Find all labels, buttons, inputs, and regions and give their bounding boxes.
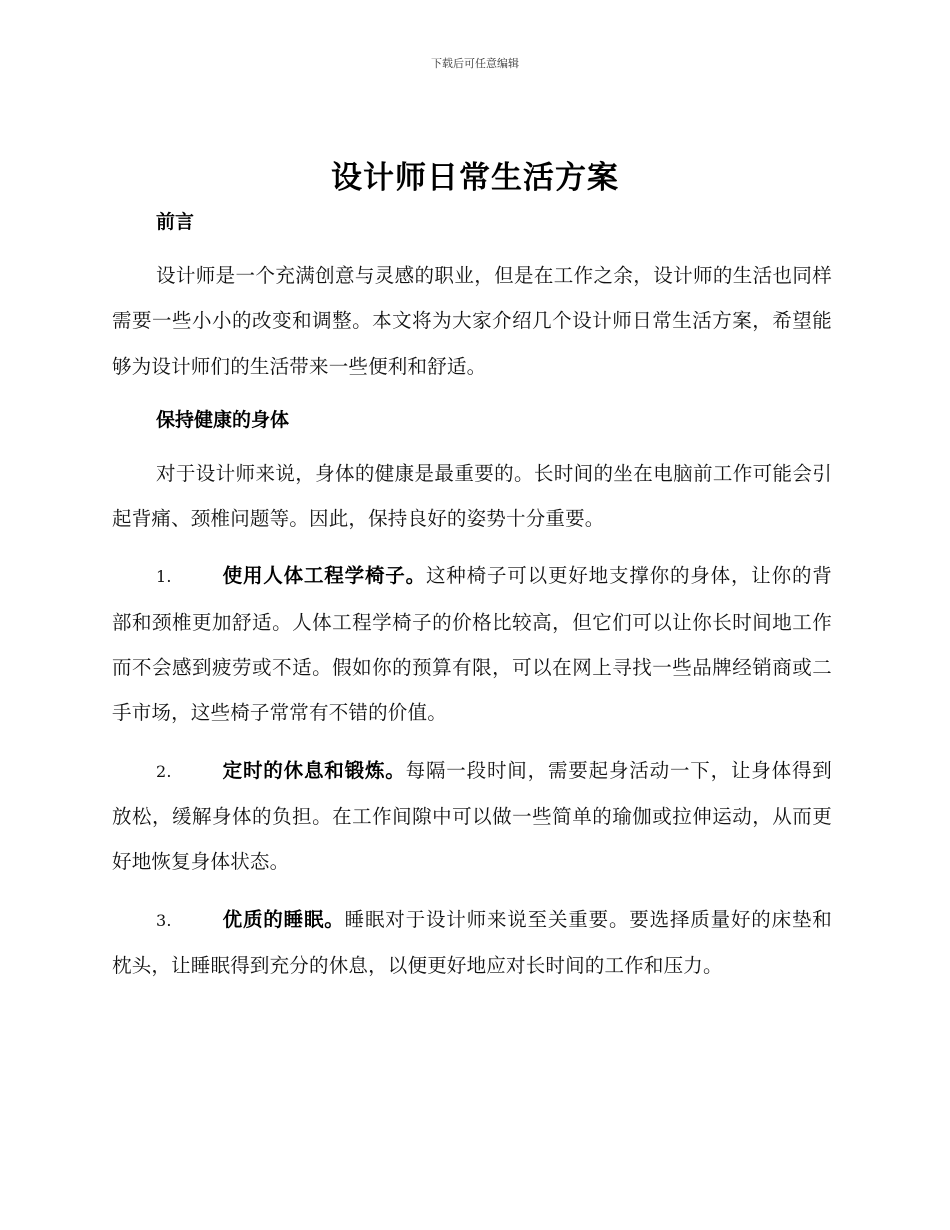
- list-item-number: 3.: [156, 910, 172, 930]
- list-item-lead: 定时的休息和锻炼。: [222, 758, 406, 782]
- list-item-number: 2.: [156, 761, 172, 781]
- header-note: 下载后可任意编辑: [431, 57, 519, 70]
- list-item-rest: [112, 748, 832, 885]
- list-item-lead: 使用人体工程学椅子。: [222, 564, 426, 588]
- document-title: 设计师日常生活方案: [331, 160, 619, 196]
- list-item-lead: 优质的睡眠。: [222, 907, 345, 931]
- section-heading-health: 保持健康的身体: [156, 408, 290, 431]
- list-item-sleep: [112, 897, 832, 989]
- preface-paragraph: 设计师是一个充满创意与灵感的职业，但是在工作之余，设计师的生活也同样需要一些小小的改变和调整。本文将为大家介绍几个设计师日常生活方案，希望能够为设计师们的生活带来一些便利和舒适。: [112, 264, 832, 378]
- list-item-text: 每隔一段时间，需要起身活动一下，让身体得到放松，缓解身体的负担。在工作间隙中可以做一些简单的瑜伽或拉伸运动，从而更好地恢复身体状态。: [112, 758, 832, 874]
- list-item-number: 1.: [156, 567, 172, 587]
- list-item-text: 睡眠对于设计师来说至关重要。要选择质量好的床垫和枕头，让睡眠得到充分的休息，以便更好地应对长时间的工作和压力。: [112, 907, 832, 977]
- document-body: [112, 203, 832, 1000]
- list-item-chair: [112, 553, 832, 735]
- list-item-text: 这种椅子可以更好地支撑你的身体，让你的背部和颈椎更加舒适。人体工程学椅子的价格比较高，但它们可以让你长时间地工作而不会感到疲劳或不适。假如你的预算有限，可以在网上寻找一些品牌经销商或二手市场，这些椅子常常有不错的价值。: [112, 564, 832, 725]
- section-heading-preface: 前言: [156, 211, 195, 233]
- health-paragraph: 对于设计师来说，身体的健康是最重要的。长时间的坐在电脑前工作可能会引起背痛、颈椎问题等。因此，保持良好的姿势十分重要。: [112, 461, 832, 531]
